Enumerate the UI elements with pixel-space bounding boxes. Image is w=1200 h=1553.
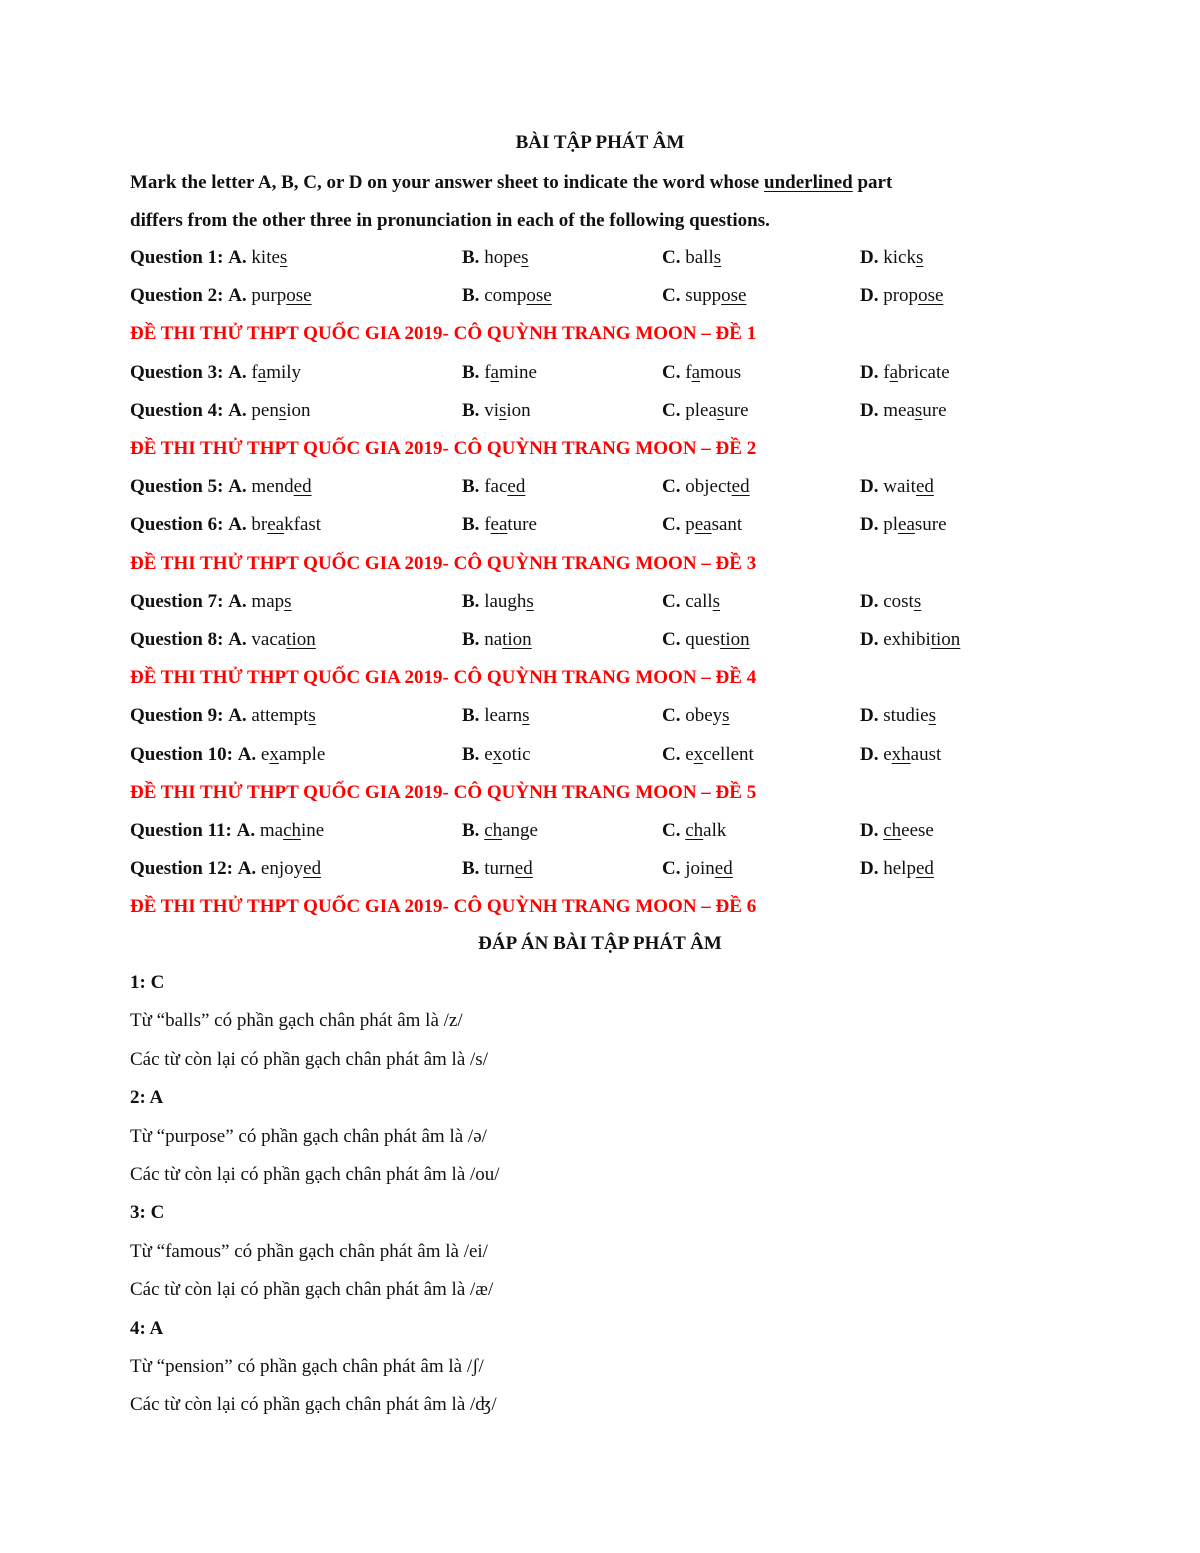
answer-option: D. cheese (860, 820, 934, 841)
underlined-part: a (889, 362, 898, 383)
question-row (130, 854, 1130, 884)
option-letter: C. (662, 629, 681, 650)
answer-option: B. change (462, 820, 538, 841)
exam-source-heading: ĐỀ THI THỬ THPT QUỐC GIA 2019- CÔ QUỲNH TRANG MOON – ĐỀ 6 (130, 896, 757, 917)
option-letter: A. (228, 591, 247, 612)
answer-option: C. suppose (662, 285, 747, 306)
answer-option: Question 4: A. pension (130, 400, 311, 421)
underlined-part: s (914, 400, 923, 421)
option-letter: B. (462, 591, 480, 612)
answer-option: B. turned (462, 858, 533, 879)
option-letter: B. (462, 820, 480, 841)
answer-option: B. compose (462, 285, 552, 306)
answer-explanation: Từ “famous” có phần gạch chân phát âm là /ei/ (130, 1241, 488, 1262)
underlined-part: s (713, 247, 722, 268)
option-letter: C. (662, 820, 681, 841)
underlined-part: ea (898, 514, 915, 535)
option-letter: B. (462, 476, 480, 497)
question-row (130, 740, 1130, 770)
option-letter: A. (228, 362, 247, 383)
option-letter: C. (662, 705, 681, 726)
answer-option: Question 7: A. maps (130, 591, 292, 612)
underlined-part: s (521, 247, 529, 268)
underlined-part: ose (526, 285, 552, 306)
option-letter: D. (860, 514, 879, 535)
question-row (130, 243, 1130, 273)
option-letter: C. (662, 514, 681, 535)
option-letter: D. (860, 247, 879, 268)
option-letter: C. (662, 476, 681, 497)
option-letter: A. (228, 247, 247, 268)
question-label: Question 6: (130, 514, 224, 535)
option-letter: D. (860, 362, 879, 383)
underlined-part: s (522, 705, 530, 726)
answer-option: B. nation (462, 629, 532, 650)
option-letter: A. (228, 514, 247, 535)
answer-option: B. famine (462, 362, 537, 383)
underlined-part: ed (514, 858, 533, 879)
answer-option: Question 10: A. example (130, 744, 326, 765)
answer-option: D. propose (860, 285, 944, 306)
option-letter: C. (662, 400, 681, 421)
question-row (130, 510, 1130, 540)
option-letter: D. (860, 591, 879, 612)
underlined-part: ose (918, 285, 944, 306)
answers-title: ĐÁP ÁN BÀI TẬP PHÁT ÂM (478, 933, 722, 954)
question-row (130, 396, 1130, 426)
underlined-part: x (693, 744, 704, 765)
answer-key: 1: C (130, 972, 165, 993)
underlined-part: ed (731, 476, 750, 497)
underlined-part: ch (883, 820, 902, 841)
answer-option: Question 1: A. kites (130, 247, 288, 268)
exam-source-heading: ĐỀ THI THỬ THPT QUỐC GIA 2019- CÔ QUỲNH TRANG MOON – ĐỀ 1 (130, 323, 757, 344)
exam-source-heading: ĐỀ THI THỬ THPT QUỐC GIA 2019- CÔ QUỲNH TRANG MOON – ĐỀ 5 (130, 782, 757, 803)
underlined-part: ed (915, 476, 934, 497)
answer-option: D. helped (860, 858, 934, 879)
question-label: Question 8: (130, 629, 224, 650)
answer-option: C. calls (662, 591, 721, 612)
answer-option: Question 9: A. attempts (130, 705, 316, 726)
option-letter: D. (860, 285, 879, 306)
question-label: Question 9: (130, 705, 224, 726)
question-row (130, 701, 1130, 731)
answer-option: B. learns (462, 705, 530, 726)
answer-option: C. chalk (662, 820, 727, 841)
answer-option: D. measure (860, 400, 947, 421)
underlined-part: ed (293, 476, 312, 497)
answer-option: C. pleasure (662, 400, 749, 421)
question-label: Question 2: (130, 285, 224, 306)
underlined-part: ea (694, 514, 712, 535)
question-label: Question 5: (130, 476, 224, 497)
underlined-part: s (498, 400, 507, 421)
option-letter: A. (236, 820, 256, 841)
question-row (130, 281, 1130, 311)
underlined-part: s (722, 705, 730, 726)
option-letter: A. (228, 629, 247, 650)
underlined-part: s (913, 591, 922, 612)
answer-option: C. question (662, 629, 750, 650)
answer-option: D. fabricate (860, 362, 950, 383)
page-title: BÀI TẬP PHÁT ÂM (515, 132, 685, 153)
underlined-part: a (490, 362, 499, 383)
underlined-part: x (269, 744, 279, 765)
answer-option: Question 8: A. vacation (130, 629, 316, 650)
option-letter: A. (237, 744, 257, 765)
option-letter: B. (462, 247, 480, 268)
answer-option: D. exhaust (860, 744, 942, 765)
option-letter: B. (462, 400, 480, 421)
underlined-part: s (526, 591, 534, 612)
question-label: Question 12: (130, 858, 233, 879)
underlined-part: ed (915, 858, 934, 879)
underlined-part: ch (685, 820, 704, 841)
option-letter: D. (860, 744, 879, 765)
option-letter: B. (462, 285, 480, 306)
answer-option: C. obeys (662, 705, 730, 726)
underlined-part: x (492, 744, 503, 765)
option-letter: D. (860, 858, 879, 879)
question-label: Question 11: (130, 820, 232, 841)
option-letter: C. (662, 285, 681, 306)
underlined-part: s (284, 591, 292, 612)
option-letter: D. (860, 629, 879, 650)
underlined-part: ed (507, 476, 526, 497)
underlined-part: ed (303, 858, 322, 879)
underlined-part: xh (891, 744, 911, 765)
underlined-part: s (308, 705, 316, 726)
question-row (130, 587, 1130, 617)
answer-option: Question 11: A. machine (130, 820, 325, 841)
underlined-part: tion (930, 629, 961, 650)
underlined-part: a (257, 362, 267, 383)
question-label: Question 1: (130, 247, 224, 268)
answer-option: D. costs (860, 591, 922, 612)
option-letter: B. (462, 858, 480, 879)
answer-key: 4: A (130, 1318, 164, 1339)
underlined-part: ch (283, 820, 302, 841)
option-letter: B. (462, 514, 480, 535)
option-letter: B. (462, 705, 480, 726)
answer-option: C. objected (662, 476, 750, 497)
answer-option: C. joined (662, 858, 733, 879)
answer-option: D. studies (860, 705, 937, 726)
answer-explanation: Từ “balls” có phần gạch chân phát âm là /z/ (130, 1010, 463, 1031)
answer-option: B. faced (462, 476, 526, 497)
underlined-part: s (279, 247, 288, 268)
underlined-part: tion (502, 629, 532, 650)
option-letter: C. (662, 362, 681, 383)
question-row (130, 358, 1130, 388)
underlined-part: s (716, 400, 725, 421)
option-letter: D. (860, 705, 879, 726)
answer-option: Question 3: A. family (130, 362, 302, 383)
exam-source-heading: ĐỀ THI THỬ THPT QUỐC GIA 2019- CÔ QUỲNH TRANG MOON – ĐỀ 4 (130, 667, 757, 688)
underlined-part: s (928, 705, 937, 726)
option-letter: A. (228, 400, 247, 421)
question-row (130, 816, 1130, 846)
answer-option: Question 2: A. purpose (130, 285, 312, 306)
option-letter: C. (662, 247, 681, 268)
option-letter: D. (860, 820, 879, 841)
instruction-line-2: differs from the other three in pronunciation in each of the following questions. (130, 210, 770, 231)
option-letter: B. (462, 362, 480, 383)
option-letter: C. (662, 858, 681, 879)
question-label: Question 10: (130, 744, 233, 765)
underlined-part: s (712, 591, 721, 612)
option-letter: D. (860, 400, 879, 421)
instruction-line-1: Mark the letter A, B, C, or D on your answer sheet to indicate the word whose underlined part (130, 172, 893, 193)
underlined-part: s (915, 247, 924, 268)
exam-source-heading: ĐỀ THI THỬ THPT QUỐC GIA 2019- CÔ QUỲNH TRANG MOON – ĐỀ 2 (130, 438, 757, 459)
option-letter: A. (237, 858, 257, 879)
underlined-part: a (691, 362, 700, 383)
underlined-part: ed (714, 858, 733, 879)
answer-option: Question 6: A. breakfast (130, 514, 322, 535)
answer-option: D. exhibition (860, 629, 961, 650)
underlined-part: ose (721, 285, 747, 306)
answer-explanation: Các từ còn lại có phần gạch chân phát âm là /ʤ/ (130, 1394, 497, 1415)
answer-option: B. hopes (462, 247, 529, 268)
answer-option: B. feature (462, 514, 537, 535)
answer-option: B. laughs (462, 591, 534, 612)
option-letter: D. (860, 476, 879, 497)
option-letter: A. (228, 285, 247, 306)
option-letter: C. (662, 744, 681, 765)
answer-option: Question 12: A. enjoyed (130, 858, 322, 879)
answer-option: D. kicks (860, 247, 924, 268)
underlined-part: tion (286, 629, 316, 650)
answer-explanation: Các từ còn lại có phần gạch chân phát âm là /ou/ (130, 1164, 500, 1185)
option-letter: C. (662, 591, 681, 612)
answer-option: B. exotic (462, 744, 531, 765)
answer-option: Question 5: A. mended (130, 476, 312, 497)
answer-option: C. peasant (662, 514, 743, 535)
answer-option: C. famous (662, 362, 742, 383)
answer-option: C. balls (662, 247, 722, 268)
question-label: Question 7: (130, 591, 224, 612)
question-row (130, 472, 1130, 502)
answer-key: 2: A (130, 1087, 164, 1108)
answer-explanation: Từ “pension” có phần gạch chân phát âm là /ʃ/ (130, 1356, 484, 1377)
answer-explanation: Các từ còn lại có phần gạch chân phát âm là /æ/ (130, 1279, 494, 1300)
answer-explanation: Các từ còn lại có phần gạch chân phát âm là /s/ (130, 1049, 488, 1070)
answer-option: C. excellent (662, 744, 754, 765)
underlined-part: ose (286, 285, 312, 306)
option-letter: A. (228, 705, 247, 726)
exam-source-heading: ĐỀ THI THỬ THPT QUỐC GIA 2019- CÔ QUỲNH TRANG MOON – ĐỀ 3 (130, 553, 757, 574)
answer-option: B. vision (462, 400, 531, 421)
answer-explanation: Từ “purpose” có phần gạch chân phát âm là /ə/ (130, 1126, 487, 1147)
option-letter: B. (462, 744, 480, 765)
underlined-part: ea (267, 514, 285, 535)
underlined-part: ch (484, 820, 503, 841)
underlined-part: s (278, 400, 287, 421)
answer-key: 3: C (130, 1202, 165, 1223)
option-letter: B. (462, 629, 480, 650)
underlined-part: ea (490, 514, 508, 535)
question-label: Question 3: (130, 362, 224, 383)
underlined-part: tion (720, 629, 750, 650)
question-label: Question 4: (130, 400, 224, 421)
answer-option: D. pleasure (860, 514, 947, 535)
question-row (130, 625, 1130, 655)
answer-option: D. waited (860, 476, 934, 497)
option-letter: A. (228, 476, 247, 497)
